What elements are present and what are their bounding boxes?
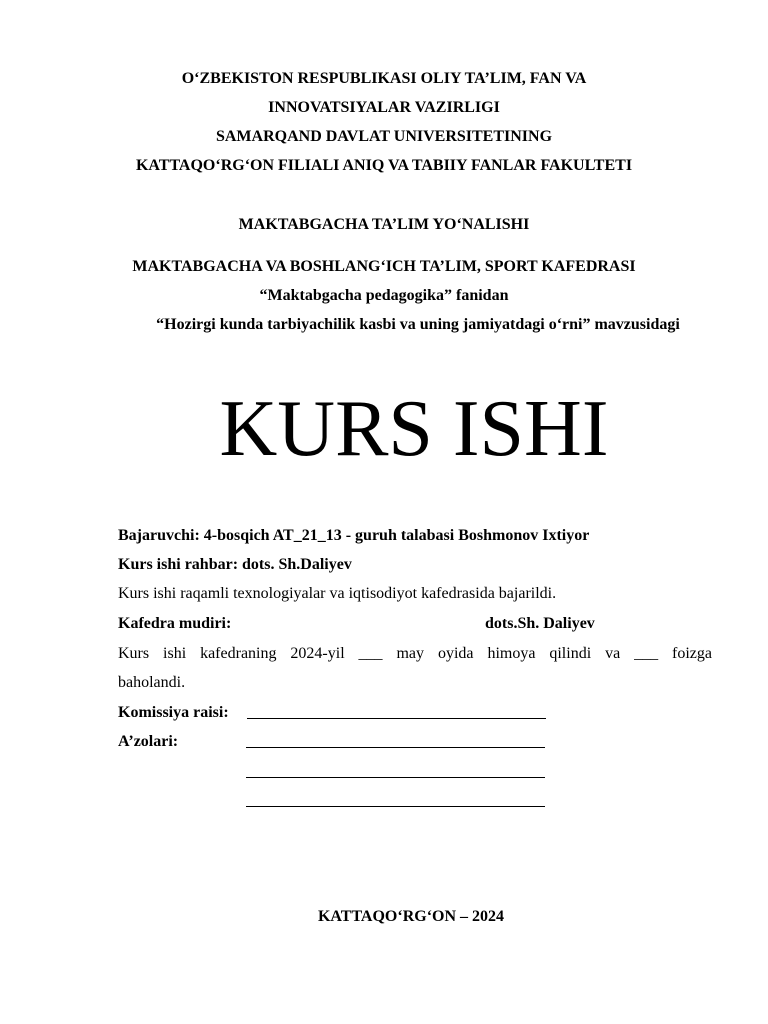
member-signature-line-1	[246, 746, 545, 748]
supervisor-line: Kurs ishi rahbar: dots. Sh.Daliyev	[118, 556, 352, 573]
faculty-line: KATTAQO‘RG‘ON FILIALI ANIQ VA TABIIY FANLAR FAKULTETI	[135, 157, 633, 174]
subject-line: “Maktabgacha pedagogika” fanidan	[259, 287, 509, 304]
defense-line-2: baholandi.	[118, 674, 186, 691]
commission-signature-line	[247, 717, 546, 719]
department-line: MAKTABGACHA VA BOSHLANG‘ICH TA’LIM, SPORT KAFEDRASI	[132, 258, 636, 275]
direction-line: MAKTABGACHA TA’LIM YO‘NALISHI	[238, 216, 530, 233]
head-label: Kafedra mudiri:	[118, 615, 232, 632]
performer-line: Bajaruvchi: 4-bosqich AT_21_13 - guruh talabasi Boshmonov Ixtiyor	[118, 527, 590, 544]
member-signature-line-3	[246, 805, 545, 807]
member-signature-line-2	[246, 776, 545, 778]
university-line: SAMARQAND DAVLAT UNIVERSITETINING	[215, 128, 553, 145]
head-name: dots.Sh. Daliyev	[485, 615, 595, 632]
footer-city-year: KATTAQO‘RG‘ON – 2024	[317, 908, 505, 925]
topic-line: “Hozirgi kunda tarbiyachilik kasbi va uning jamiyatdagi o‘rni” mavzusidagi	[156, 316, 680, 333]
ministry-line-1: O‘ZBEKISTON RESPUBLIKASI OLIY TA’LIM, FAN VA	[181, 70, 587, 87]
defense-line-1: Kurs ishi kafedraning 2024-yil ___ may oyida himoya qilindi va ___ foizga	[118, 645, 712, 662]
completed-line: Kurs ishi raqamli texnologiyalar va iqtisodiyot kafedrasida bajarildi.	[118, 585, 557, 602]
ministry-line-2: INNOVATSIYALAR VAZIRLIGI	[268, 99, 500, 116]
members-label: A’zolari:	[118, 733, 179, 750]
commission-label: Komissiya raisi:	[118, 704, 229, 721]
document-title: KURS ISHI	[219, 385, 609, 473]
